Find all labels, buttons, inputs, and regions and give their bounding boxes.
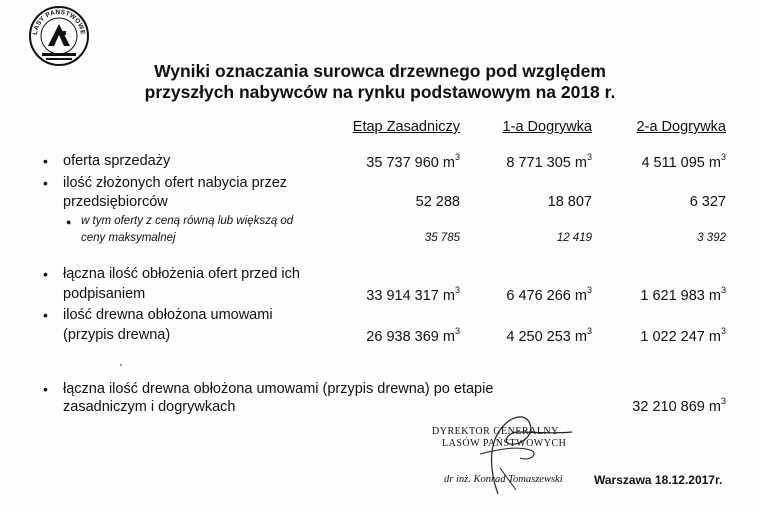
row-label-ilosc-ofert-line1: ilość złożonych ofert nabycia przez xyxy=(63,175,288,191)
value-laczna-oblozenia-dogrywka1: 6 476 266 $m^3$ xyxy=(506,285,592,304)
bullet: • xyxy=(43,307,48,323)
bullet: • xyxy=(43,175,48,191)
value-oferta-dogrywka1: 8 771 305 $m^3$ xyxy=(506,152,592,171)
scan-mark: ' xyxy=(120,363,122,374)
lasy-panstwowe-logo xyxy=(28,5,90,67)
logo-text: LASY PAŃSTWOWE xyxy=(31,8,87,36)
row-label-drewna-oblozona-line2: (przypis drewna) xyxy=(63,327,171,343)
value-drewna-oblozona-dogrywka1: 4 250 253 $m^3$ xyxy=(506,326,592,345)
row-label-drewna-oblozona-line1: ilość drewna obłożona umowami xyxy=(63,307,273,323)
bullet: • xyxy=(43,153,48,169)
row-label-ilosc-ofert-line2: przedsiębiorców xyxy=(63,194,168,210)
row-label-oferta: oferta sprzedaży xyxy=(63,153,171,169)
row-label-total-line1: łączna ilość drewna obłożona umowami (przypis drewna) po etapie xyxy=(63,381,494,397)
row-label-total-line2: zasadniczym i dogrywkach xyxy=(63,399,236,415)
value-oferta-etap: 35 737 960 $m^3$ xyxy=(366,152,460,171)
value-total: 32 210 869 $m^3$ xyxy=(632,396,726,415)
value-drewna-oblozona-dogrywka2: 1 022 247 $m^3$ xyxy=(640,326,726,345)
value-drewna-oblozona-etap: 26 938 369 $m^3$ xyxy=(366,326,460,345)
handwritten-signature xyxy=(460,402,600,502)
signature-title-line2: LASÓW PAŃSTWOWYCH xyxy=(442,438,567,449)
row-label-laczna-oblozenia-line2: podpisaniem xyxy=(63,286,146,302)
value-ilosc-ofert-dogrywka1: 18 807 xyxy=(547,194,592,210)
signature-title-line1: DYREKTOR GENERALNY xyxy=(432,426,559,437)
page-title-line1: Wyniki oznaczania surowca drzewnego pod względem xyxy=(154,61,606,81)
sub-bullet: ● xyxy=(66,217,72,227)
value-w-tym-dogrywka1: 12 419 xyxy=(556,232,592,244)
column-header-etap-zasadniczy: Etap Zasadniczy xyxy=(352,119,460,135)
bullet: • xyxy=(43,381,48,397)
bullet: • xyxy=(43,266,48,282)
row-label-laczna-oblozenia-line1: łączna ilość obłożenia ofert przed ich xyxy=(63,266,300,282)
value-ilosc-ofert-dogrywka2: 6 327 xyxy=(689,194,726,210)
value-laczna-oblozenia-dogrywka2: 1 621 983 $m^3$ xyxy=(640,285,726,304)
value-oferta-dogrywka2: 4 511 095 $m^3$ xyxy=(641,152,726,171)
column-header-dogrywka-2: 2-a Dogrywka xyxy=(636,119,726,135)
date-place: Warszawa 18.12.2017r. xyxy=(594,473,723,487)
value-w-tym-etap: 35 785 xyxy=(424,232,460,244)
row-label-w-tym-line2: ceny maksymalnej xyxy=(81,232,176,244)
signatory-name: dr inż. Konrad Tomaszewski xyxy=(444,474,563,485)
value-laczna-oblozenia-etap: 33 914 317 $m^3$ xyxy=(366,285,460,304)
page-title-line2: przyszłych nabywców na rynku podstawowym na 2018 r. xyxy=(144,82,616,102)
row-label-w-tym-line1: w tym oferty z ceną równą lub większą od xyxy=(81,215,294,227)
value-ilosc-ofert-etap: 52 288 xyxy=(415,194,460,210)
value-w-tym-dogrywka2: 3 392 xyxy=(697,232,726,244)
column-header-dogrywka-1: 1-a Dogrywka xyxy=(502,119,592,135)
